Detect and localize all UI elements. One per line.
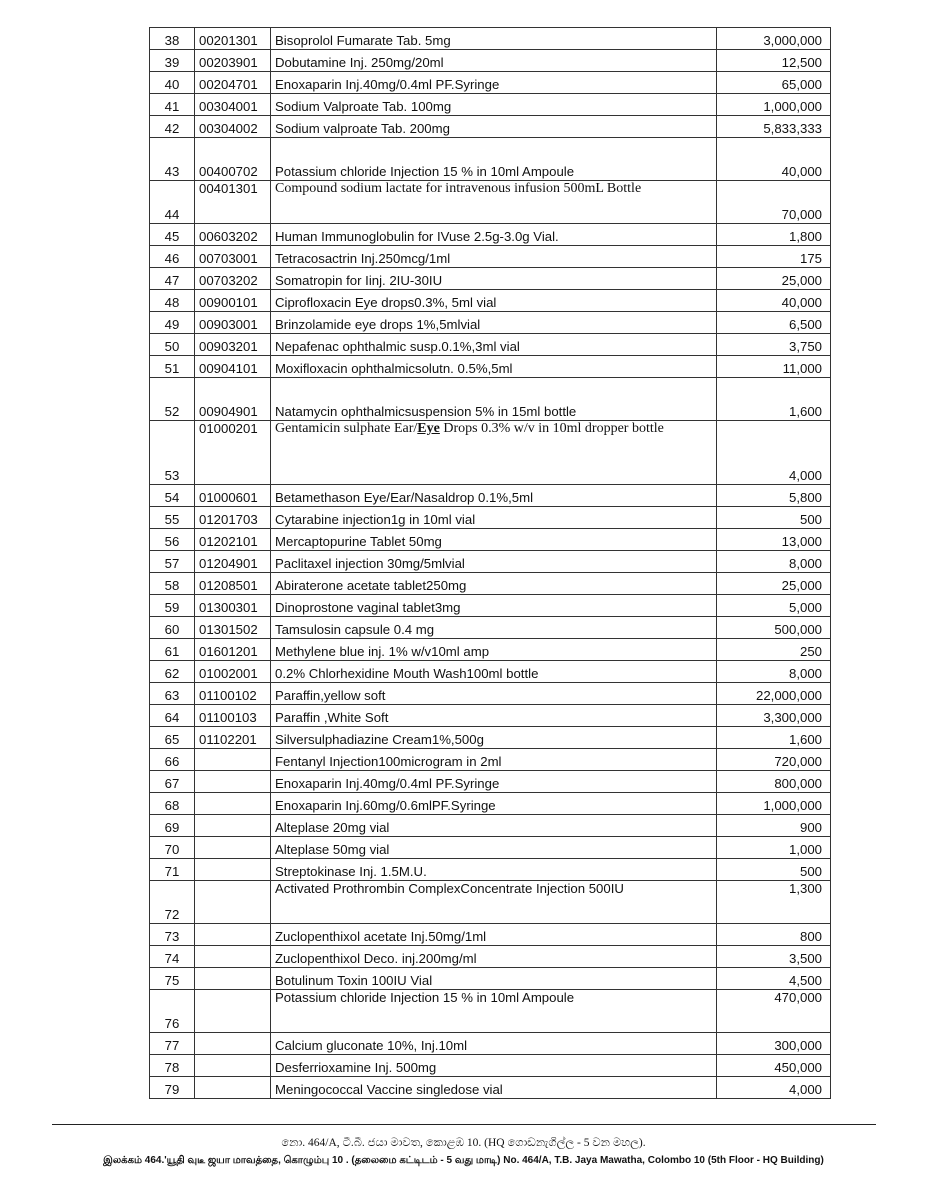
row-number: 43 xyxy=(150,138,195,181)
row-number: 52 xyxy=(150,378,195,421)
item-description: Potassium chloride Injection 15 % in 10ml Ampoule xyxy=(271,138,717,181)
item-description: Zuclopenthixol Deco. inj.200mg/ml xyxy=(271,946,717,968)
item-description: Mercaptopurine Tablet 50mg xyxy=(271,529,717,551)
footer-address-sinhala: නො. 464/A, ටී.බී. ජයා මාවත, කොළඹ 10. (HQ ගොඩනැගිල්ල - 5 වන මහල). xyxy=(281,1137,646,1149)
table-row xyxy=(150,815,831,837)
item-code xyxy=(195,990,271,1033)
item-quantity: 5,833,333 xyxy=(717,116,831,138)
row-number: 53 xyxy=(150,421,195,485)
item-code: 00204701 xyxy=(195,72,271,94)
row-number: 64 xyxy=(150,705,195,727)
table-row xyxy=(150,334,831,356)
table-row xyxy=(150,859,831,881)
item-description: Tamsulosin capsule 0.4 mg xyxy=(271,617,717,639)
item-code: 01301502 xyxy=(195,617,271,639)
item-code: 00903201 xyxy=(195,334,271,356)
row-number: 54 xyxy=(150,485,195,507)
table-row xyxy=(150,573,831,595)
item-description: Paraffin ,White Soft xyxy=(271,705,717,727)
item-description: Somatropin for Iinj. 2IU-30IU xyxy=(271,268,717,290)
item-description: Betamethason Eye/Ear/Nasaldrop 0.1%,5ml xyxy=(271,485,717,507)
item-code: 01000201 xyxy=(195,421,271,485)
item-description: Brinzolamide eye drops 1%,5mlvial xyxy=(271,312,717,334)
table-row xyxy=(150,705,831,727)
table-row xyxy=(150,924,831,946)
item-quantity: 3,500 xyxy=(717,946,831,968)
row-number: 38 xyxy=(150,28,195,50)
row-number: 69 xyxy=(150,815,195,837)
item-quantity: 500 xyxy=(717,859,831,881)
item-quantity: 900 xyxy=(717,815,831,837)
item-quantity: 800 xyxy=(717,924,831,946)
item-quantity: 1,300 xyxy=(717,881,831,924)
row-number: 47 xyxy=(150,268,195,290)
item-quantity: 800,000 xyxy=(717,771,831,793)
item-description: Human Immunoglobulin for IVuse 2.5g-3.0g Vial. xyxy=(271,224,717,246)
table-row xyxy=(150,224,831,246)
item-quantity: 1,000,000 xyxy=(717,94,831,116)
item-quantity: 4,500 xyxy=(717,968,831,990)
item-description: Sodium Valproate Tab. 100mg xyxy=(271,94,717,116)
row-number: 50 xyxy=(150,334,195,356)
item-code: 00201301 xyxy=(195,28,271,50)
item-quantity: 6,500 xyxy=(717,312,831,334)
row-number: 68 xyxy=(150,793,195,815)
table-row xyxy=(150,290,831,312)
item-code: 00400702 xyxy=(195,138,271,181)
table-row xyxy=(150,378,831,421)
item-quantity: 3,750 xyxy=(717,334,831,356)
item-code: 00304001 xyxy=(195,94,271,116)
item-quantity: 11,000 xyxy=(717,356,831,378)
item-code: 00900101 xyxy=(195,290,271,312)
table-row xyxy=(150,485,831,507)
table-row xyxy=(150,50,831,72)
row-number: 44 xyxy=(150,181,195,224)
item-description: Streptokinase Inj. 1.5M.U. xyxy=(271,859,717,881)
item-description: Meningococcal Vaccine singledose vial xyxy=(271,1077,717,1099)
item-code: 00401301 xyxy=(195,181,271,224)
item-quantity: 3,000,000 xyxy=(717,28,831,50)
item-description: Paraffin,yellow soft xyxy=(271,683,717,705)
table-row xyxy=(150,246,831,268)
footer-address-tamil-english: இலக்கம் 464.'யூதி வுடீ ஜயா மாவத்தை, கொழும்பு 10 . (தலைமை கட்டிடம் - 5 வது மாடி) No. 464/A, T.B. Jaya Mawatha, Colombo 10 (5th Floor - HQ Building) xyxy=(103,1155,824,1166)
row-number: 49 xyxy=(150,312,195,334)
item-description: Natamycin ophthalmicsuspension 5% in 15ml bottle xyxy=(271,378,717,421)
item-code xyxy=(195,859,271,881)
item-quantity: 1,600 xyxy=(717,727,831,749)
item-code xyxy=(195,968,271,990)
item-description: Enoxaparin Inj.60mg/0.6mlPF.Syringe xyxy=(271,793,717,815)
row-number: 73 xyxy=(150,924,195,946)
item-code xyxy=(195,771,271,793)
item-code: 00904101 xyxy=(195,356,271,378)
item-quantity: 450,000 xyxy=(717,1055,831,1077)
item-description: Abiraterone acetate tablet250mg xyxy=(271,573,717,595)
item-description: Moxifloxacin ophthalmicsolutn. 0.5%,5ml xyxy=(271,356,717,378)
item-code: 01000601 xyxy=(195,485,271,507)
footer-divider xyxy=(52,1124,876,1125)
row-number: 48 xyxy=(150,290,195,312)
item-description: Fentanyl Injection100microgram in 2ml xyxy=(271,749,717,771)
item-description: Enoxaparin Inj.40mg/0.4ml PF.Syringe xyxy=(271,771,717,793)
row-number: 76 xyxy=(150,990,195,1033)
table-row xyxy=(150,617,831,639)
table-row xyxy=(150,94,831,116)
item-quantity: 470,000 xyxy=(717,990,831,1033)
row-number: 79 xyxy=(150,1077,195,1099)
table-row xyxy=(150,116,831,138)
item-description xyxy=(271,421,717,485)
item-code xyxy=(195,1055,271,1077)
row-number: 78 xyxy=(150,1055,195,1077)
table-row xyxy=(150,356,831,378)
item-code xyxy=(195,837,271,859)
row-number: 63 xyxy=(150,683,195,705)
row-number: 77 xyxy=(150,1033,195,1055)
table-row xyxy=(150,551,831,573)
item-description: Alteplase 20mg vial xyxy=(271,815,717,837)
item-code xyxy=(195,815,271,837)
table-row xyxy=(150,1077,831,1099)
item-code xyxy=(195,793,271,815)
item-code: 00603202 xyxy=(195,224,271,246)
table-row xyxy=(150,771,831,793)
item-description: Bisoprolol Fumarate Tab. 5mg xyxy=(271,28,717,50)
row-number: 59 xyxy=(150,595,195,617)
item-quantity: 25,000 xyxy=(717,573,831,595)
row-number: 70 xyxy=(150,837,195,859)
table-row xyxy=(150,529,831,551)
item-description: Nepafenac ophthalmic susp.0.1%,3ml vial xyxy=(271,334,717,356)
table-row xyxy=(150,507,831,529)
table-row xyxy=(150,72,831,94)
item-description: Ciprofloxacin Eye drops0.3%, 5ml vial xyxy=(271,290,717,312)
table-row xyxy=(150,181,831,224)
item-quantity: 8,000 xyxy=(717,661,831,683)
row-number: 74 xyxy=(150,946,195,968)
item-quantity: 300,000 xyxy=(717,1033,831,1055)
item-description: Dobutamine Inj. 250mg/20ml xyxy=(271,50,717,72)
row-number: 66 xyxy=(150,749,195,771)
item-quantity: 40,000 xyxy=(717,138,831,181)
row-number: 46 xyxy=(150,246,195,268)
item-quantity: 1,600 xyxy=(717,378,831,421)
row-number: 55 xyxy=(150,507,195,529)
item-description-part: Gentamicin sulphate Ear/ xyxy=(275,421,418,436)
row-number: 72 xyxy=(150,881,195,924)
item-code: 01204901 xyxy=(195,551,271,573)
row-number: 39 xyxy=(150,50,195,72)
table-row xyxy=(150,595,831,617)
table-row xyxy=(150,421,831,485)
item-description: Desferrioxamine Inj. 500mg xyxy=(271,1055,717,1077)
table-row xyxy=(150,1033,831,1055)
row-number: 60 xyxy=(150,617,195,639)
item-description: Methylene blue inj. 1% w/v10ml amp xyxy=(271,639,717,661)
item-code: 01300301 xyxy=(195,595,271,617)
item-quantity: 4,000 xyxy=(717,1077,831,1099)
item-description: Tetracosactrin Inj.250mcg/1ml xyxy=(271,246,717,268)
item-quantity: 3,300,000 xyxy=(717,705,831,727)
row-number: 62 xyxy=(150,661,195,683)
table-row xyxy=(150,28,831,50)
table-row xyxy=(150,990,831,1033)
item-code: 00203901 xyxy=(195,50,271,72)
item-description: Alteplase 50mg vial xyxy=(271,837,717,859)
row-number: 65 xyxy=(150,727,195,749)
item-quantity: 500 xyxy=(717,507,831,529)
table-row xyxy=(150,881,831,924)
row-number: 40 xyxy=(150,72,195,94)
row-number: 67 xyxy=(150,771,195,793)
item-quantity: 1,000 xyxy=(717,837,831,859)
row-number: 45 xyxy=(150,224,195,246)
item-description-part: Drops 0.3% w/v in 10ml dropper bottle xyxy=(439,421,664,436)
item-quantity: 5,000 xyxy=(717,595,831,617)
row-number: 58 xyxy=(150,573,195,595)
item-description: Compound sodium lactate for intravenous infusion 500mL Bottle xyxy=(271,181,717,224)
row-number: 41 xyxy=(150,94,195,116)
table-row xyxy=(150,1055,831,1077)
item-quantity: 40,000 xyxy=(717,290,831,312)
row-number: 56 xyxy=(150,529,195,551)
item-description: Botulinum Toxin 100IU Vial xyxy=(271,968,717,990)
item-code xyxy=(195,1033,271,1055)
table-row xyxy=(150,138,831,181)
item-code: 00703202 xyxy=(195,268,271,290)
item-quantity: 1,800 xyxy=(717,224,831,246)
item-description: 0.2% Chlorhexidine Mouth Wash100ml bottle xyxy=(271,661,717,683)
item-code: 01601201 xyxy=(195,639,271,661)
item-code: 01002001 xyxy=(195,661,271,683)
row-number: 75 xyxy=(150,968,195,990)
row-number: 42 xyxy=(150,116,195,138)
item-description: Dinoprostone vaginal tablet3mg xyxy=(271,595,717,617)
item-quantity: 1,000,000 xyxy=(717,793,831,815)
item-quantity: 5,800 xyxy=(717,485,831,507)
drug-quantity-table xyxy=(149,27,831,1099)
table-row xyxy=(150,837,831,859)
item-code xyxy=(195,946,271,968)
table-row xyxy=(150,749,831,771)
row-number: 51 xyxy=(150,356,195,378)
item-code xyxy=(195,881,271,924)
item-code: 01208501 xyxy=(195,573,271,595)
item-quantity: 22,000,000 xyxy=(717,683,831,705)
item-description: Silversulphadiazine Cream1%,500g xyxy=(271,727,717,749)
table-row xyxy=(150,661,831,683)
item-description-eye: Eye xyxy=(417,421,440,436)
item-quantity: 500,000 xyxy=(717,617,831,639)
item-quantity: 13,000 xyxy=(717,529,831,551)
item-quantity: 175 xyxy=(717,246,831,268)
table-row xyxy=(150,946,831,968)
table-row xyxy=(150,268,831,290)
item-code: 01102201 xyxy=(195,727,271,749)
table-row xyxy=(150,968,831,990)
item-description: Zuclopenthixol acetate Inj.50mg/1ml xyxy=(271,924,717,946)
table-row xyxy=(150,639,831,661)
table-row xyxy=(150,312,831,334)
item-description: Activated Prothrombin ComplexConcentrate Injection 500IU xyxy=(271,881,717,924)
item-quantity: 70,000 xyxy=(717,181,831,224)
item-quantity: 65,000 xyxy=(717,72,831,94)
item-code xyxy=(195,1077,271,1099)
row-number: 61 xyxy=(150,639,195,661)
row-number: 71 xyxy=(150,859,195,881)
item-description: Paclitaxel injection 30mg/5mlvial xyxy=(271,551,717,573)
item-code: 00904901 xyxy=(195,378,271,421)
item-code: 01100102 xyxy=(195,683,271,705)
item-code: 00703001 xyxy=(195,246,271,268)
item-description: Calcium gluconate 10%, Inj.10ml xyxy=(271,1033,717,1055)
item-description: Enoxaparin Inj.40mg/0.4ml PF.Syringe xyxy=(271,72,717,94)
item-quantity: 250 xyxy=(717,639,831,661)
item-code: 01202101 xyxy=(195,529,271,551)
row-number: 57 xyxy=(150,551,195,573)
item-code xyxy=(195,749,271,771)
item-quantity: 12,500 xyxy=(717,50,831,72)
table-row xyxy=(150,793,831,815)
item-code: 00304002 xyxy=(195,116,271,138)
item-code: 01201703 xyxy=(195,507,271,529)
item-description: Sodium valproate Tab. 200mg xyxy=(271,116,717,138)
item-code: 01100103 xyxy=(195,705,271,727)
item-quantity: 4,000 xyxy=(717,421,831,485)
table-row xyxy=(150,727,831,749)
item-description: Potassium chloride Injection 15 % in 10ml Ampoule xyxy=(271,990,717,1033)
item-code: 00903001 xyxy=(195,312,271,334)
table-row xyxy=(150,683,831,705)
item-code xyxy=(195,924,271,946)
item-quantity: 25,000 xyxy=(717,268,831,290)
item-quantity: 720,000 xyxy=(717,749,831,771)
item-quantity: 8,000 xyxy=(717,551,831,573)
item-description: Cytarabine injection1g in 10ml vial xyxy=(271,507,717,529)
